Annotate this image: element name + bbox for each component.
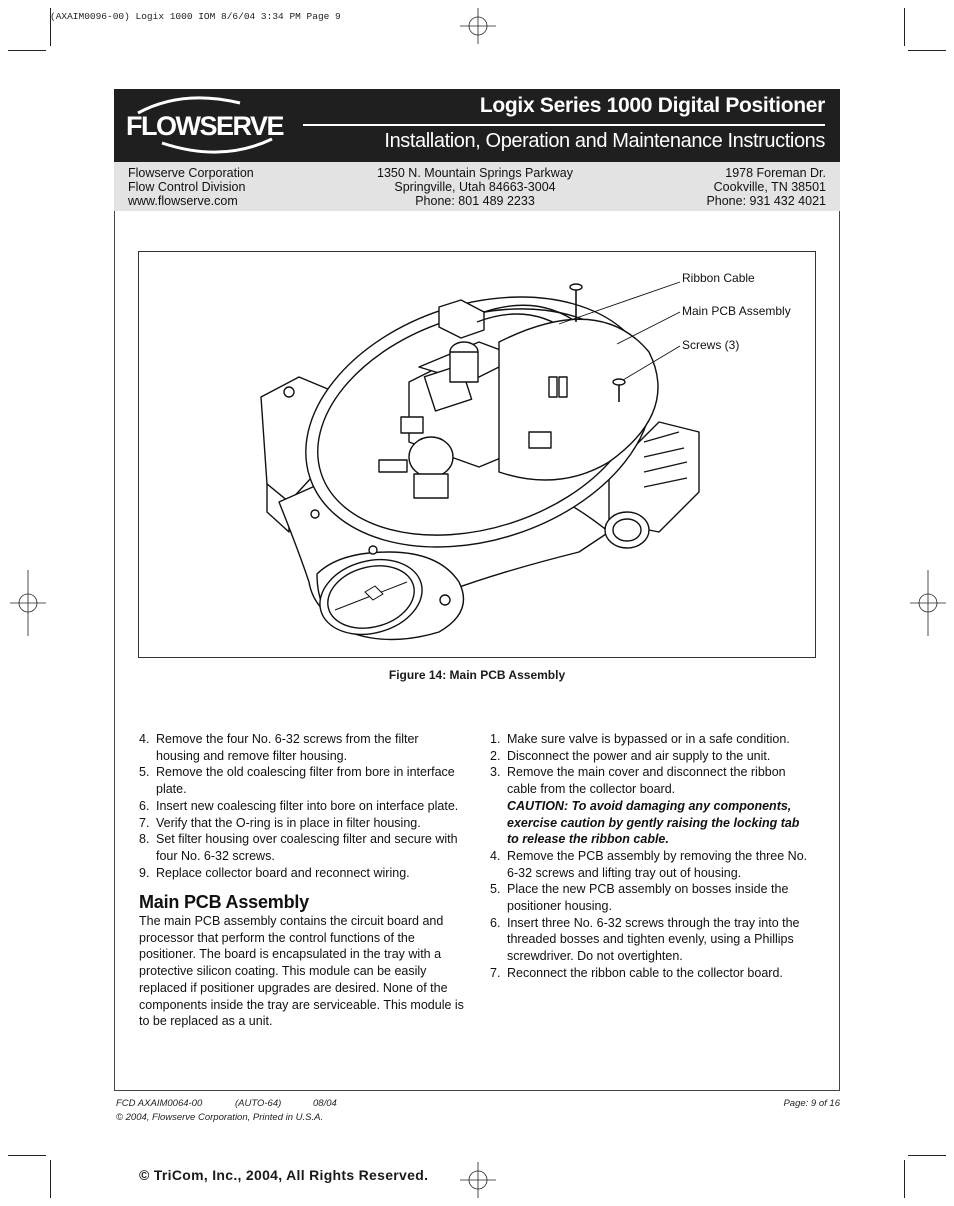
tricom-copyright: © TriCom, Inc., 2004, All Rights Reserved. <box>139 1167 429 1183</box>
list-item <box>490 915 808 965</box>
list-item <box>490 965 808 982</box>
city-address: Cookville, TN 38501 <box>713 180 826 194</box>
step-number: 3. <box>490 765 501 780</box>
list-item <box>139 764 465 797</box>
section-heading: Main PCB Assembly <box>139 892 309 913</box>
footer-copyright: © 2004, Flowserve Corporation, Printed in U.S.A. <box>116 1112 324 1123</box>
step-number: 1. <box>490 732 501 746</box>
step-number: 4. <box>490 848 501 863</box>
step-text: Remove the old coalescing filter from bore in interface plate. <box>156 765 455 797</box>
registration-mark-icon <box>460 8 496 44</box>
step-number: 2. <box>490 748 501 763</box>
left-column <box>139 731 465 1030</box>
list-item <box>139 815 465 832</box>
step-text: Verify that the O-ring is in place in filter housing. <box>156 815 421 830</box>
filter-steps-list <box>139 731 465 881</box>
step-text: Replace collector board and reconnect wiring. <box>156 865 410 880</box>
step-text: Make sure valve is bypassed or in a safe condition. <box>507 732 790 746</box>
step-text: Remove the PCB assembly by removing the three No. 6-32 screws and lifting tray out of housing. <box>507 848 808 880</box>
list-item <box>139 798 465 815</box>
division-name: Flow Control Division <box>128 180 246 194</box>
list-item <box>490 748 808 765</box>
header-divider <box>303 124 825 126</box>
footer-doc-code: FCD AXAIM0064-00 <box>116 1098 203 1109</box>
pcb-steps-list <box>490 731 808 982</box>
crop-mark <box>908 50 946 51</box>
company-name: Flowserve Corporation <box>128 166 254 180</box>
step-number: 8. <box>139 832 150 847</box>
callout-main-pcb-assembly: Main PCB Assembly <box>682 304 791 318</box>
street-address: 1978 Foreman Dr. <box>725 166 826 180</box>
step-number: 6. <box>139 798 150 813</box>
step-text: Remove the four No. 6-32 screws from the filter housing and remove filter housing. <box>156 732 419 763</box>
address-center <box>320 166 630 208</box>
flowserve-logo <box>122 93 294 157</box>
step-number: 5. <box>490 882 501 897</box>
step-number: 7. <box>139 815 150 830</box>
list-item <box>490 881 808 914</box>
step-text: Set filter housing over coalescing filter and secure with four No. 6-32 screws. <box>156 832 458 863</box>
footer-auto-code: (AUTO-64) <box>235 1098 282 1109</box>
address-right <box>600 166 826 208</box>
page-subtitle: Installation, Operation and Maintenance Instructions <box>384 130 825 152</box>
registration-mark-icon <box>910 570 946 636</box>
step-text: Insert new coalescing filter into bore on interface plate. <box>156 798 459 813</box>
page-number: Page: 9 of 16 <box>783 1098 840 1109</box>
footer-date: 08/04 <box>313 1098 337 1109</box>
step-text: Reconnect the ribbon cable to the collector board. <box>507 965 783 980</box>
step-text: Disconnect the power and air supply to the unit. <box>507 748 771 763</box>
phone: Phone: 931 432 4021 <box>706 194 826 208</box>
logo-text: FLOWSERVE <box>126 111 284 141</box>
right-column <box>490 731 808 982</box>
crop-mark <box>8 50 46 51</box>
figure-caption: Figure 14: Main PCB Assembly <box>388 668 566 682</box>
registration-mark-icon <box>10 570 46 636</box>
print-slug: (AXAIM0096-00) Logix 1000 IOM 8/6/04 3:34 PM Page 9 <box>50 11 341 22</box>
list-item <box>490 731 808 748</box>
section-paragraph: The main PCB assembly contains the circuit board and processor that perform the control functions of the positioner. The board is encapsulated in the tray with a protective silicon coating. This module can be easily replaced if positioner upgrades are desired. None of the components inside the tray are serviceable. This module is to be replaced as a unit. <box>139 914 464 1029</box>
list-item <box>490 764 808 848</box>
city-address: Springville, Utah 84663-3004 <box>394 180 556 194</box>
step-text: Insert three No. 6-32 screws through the tray into the threaded bosses and tighten evenly, using a Phillips screwdriver. Do not overtighten. <box>507 915 800 964</box>
step-number: 9. <box>139 865 150 880</box>
crop-mark <box>8 1155 46 1156</box>
crop-mark <box>50 1160 51 1198</box>
step-text: Remove the main cover and disconnect the ribbon cable from the collector board. <box>507 765 786 797</box>
step-number: 4. <box>139 732 150 746</box>
list-item <box>139 865 465 882</box>
step-number: 6. <box>490 915 501 930</box>
address-left <box>128 166 254 208</box>
list-item <box>490 848 808 881</box>
step-text: Place the new PCB assembly on bosses inside the positioner housing. <box>507 882 789 914</box>
list-item <box>139 731 465 764</box>
crop-mark <box>904 1160 905 1198</box>
callout-screws: Screws (3) <box>682 338 740 352</box>
crop-mark <box>904 8 905 46</box>
caution-note: CAUTION: To avoid damaging any components, exercise caution by gently raising the locking tab to release the ribbon cable. <box>507 798 800 847</box>
step-number: 7. <box>490 965 501 980</box>
street-address: 1350 N. Mountain Springs Parkway <box>377 166 573 180</box>
registration-mark-icon <box>460 1162 496 1198</box>
website: www.flowserve.com <box>128 194 238 208</box>
list-item <box>139 831 465 864</box>
crop-mark <box>908 1155 946 1156</box>
callout-ribbon-cable: Ribbon Cable <box>682 271 755 285</box>
step-number: 5. <box>139 765 150 780</box>
page-title: Logix Series 1000 Digital Positioner <box>479 94 825 117</box>
phone: Phone: 801 489 2233 <box>415 194 535 208</box>
